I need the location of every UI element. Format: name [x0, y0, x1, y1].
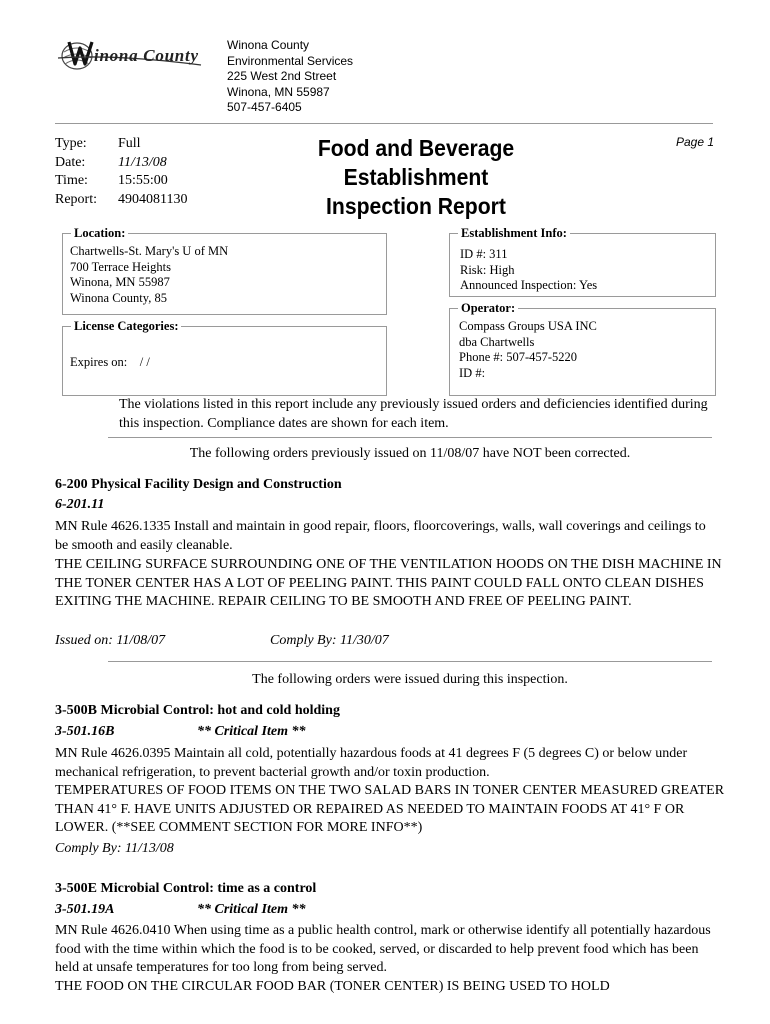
address-line: Winona, MN 55987 — [227, 84, 330, 99]
type-label: Type: — [55, 136, 87, 151]
time-value: 15:55:00 — [118, 173, 168, 188]
section-divider — [108, 437, 712, 438]
address-line: Environmental Services — [227, 53, 354, 68]
violation-rule: MN Rule 4626.0395 Maintain all cold, potentially hazardous foods at 41 degrees F (5 degrees C) or below under mechanical refrigeration, to prevent bacterial growth and/or toxin production. — [55, 746, 688, 780]
license-box — [62, 319, 387, 396]
violation-comment: THE CEILING SURFACE SURROUNDING ONE OF THE VENTILATION HOODS ON THE DISH MACHINE IN THE TONER CENTER HAS A LOT OF PEELING PAINT. THIS PAINT COULD FALL ONTO CLEAN DISHES EXITING THE MACHINE. REPAIR CEILING TO BE SMOOTH AND FREE OF PEELING PAINT. — [55, 557, 722, 610]
violation-rule: MN Rule 4626.0410 When using time as a public health control, mark or otherwise identify all potentially hazardous food with the time within which the food is to be cooked, served, or discarded to help prevent food which has been held at unsafe temperatures for too long from being served. — [55, 923, 711, 976]
violation-code: 6-201.11 — [55, 497, 105, 512]
issued-date: Issued on: 11/08/07 — [55, 633, 166, 648]
violation-code: 3-501.19A — [55, 902, 115, 917]
location-line: Winona County, 85 — [70, 290, 167, 305]
license-label: License Categories: — [71, 318, 181, 334]
title-line: Food and Beverage Establishment — [317, 135, 515, 190]
location-box — [62, 226, 387, 315]
operator-label: Operator: — [458, 300, 518, 316]
report-label: Report: — [55, 191, 97, 207]
operator-details — [459, 319, 597, 381]
violation-code: 3-501.16B — [55, 724, 115, 739]
establishment-id: ID #: 311 — [460, 247, 508, 261]
critical-item-flag: ** Critical Item ** — [197, 902, 306, 917]
location-details — [70, 244, 228, 306]
operator-line: Phone #: 507-457-5220 — [459, 350, 578, 365]
header-divider — [55, 123, 713, 124]
date-label: Date: — [55, 154, 86, 170]
establishment-label: Establishment Info: — [458, 225, 570, 241]
address-line: Winona County — [227, 38, 310, 52]
expires-value: / / — [139, 355, 150, 369]
location-label: Location: — [71, 225, 128, 241]
report-value: 4904081130 — [118, 191, 188, 207]
violation-section: 3-500E Microbial Control: time as a control — [55, 881, 317, 896]
license-expiry — [70, 355, 150, 371]
violation-comment: TEMPERATURES OF FOOD ITEMS ON THE TWO SALAD BARS IN TONER CENTER MEASURED GREATER THAN 41° F. HAVE UNITS ADJUSTED OR REPAIRED AS NEEDED TO MAINTAIN FOODS AT 41° F OR LOWER. (**SEE COMMENT SECTION FOR MORE INFO**) — [55, 783, 725, 836]
comply-date: Comply By: 11/13/08 — [55, 841, 174, 856]
address-line: 225 West 2nd Street — [227, 69, 337, 83]
page-title — [245, 134, 587, 221]
establishment-risk: Risk: High — [460, 262, 515, 277]
time-label: Time: — [55, 173, 88, 188]
svg-text:inona County: inona County — [94, 46, 198, 65]
address-line: 507-457-6405 — [227, 100, 302, 114]
report-meta — [55, 135, 187, 209]
location-line: Winona, MN 55987 — [70, 275, 170, 290]
operator-box — [449, 301, 716, 396]
previous-orders-heading: The following orders previously issued on 11/08/07 have NOT been corrected. — [189, 446, 631, 461]
establishment-announced: Announced Inspection: Yes — [460, 278, 598, 293]
violation-section: 3-500B Microbial Control: hot and cold holding — [55, 703, 340, 718]
current-orders-heading: The following orders were issued during this inspection. — [252, 672, 568, 687]
violation-section: 6-200 Physical Facility Design and Construction — [55, 477, 342, 492]
establishment-box — [449, 226, 716, 297]
title-line: Inspection Report — [326, 193, 506, 219]
winona-county-logo — [55, 34, 205, 78]
violation-comment: THE FOOD ON THE CIRCULAR FOOD BAR (TONER CENTER) IS BEING USED TO HOLD — [55, 979, 610, 994]
establishment-details — [460, 247, 597, 294]
type-value: Full — [118, 136, 141, 151]
location-line: 700 Terrace Heights — [70, 259, 171, 274]
comply-date: Comply By: 11/30/07 — [270, 633, 389, 648]
operator-line: ID #: — [459, 365, 486, 380]
critical-item-flag: ** Critical Item ** — [197, 724, 306, 739]
agency-address — [227, 38, 353, 116]
location-line: Chartwells-St. Mary's U of MN — [70, 244, 229, 258]
violation-rule: MN Rule 4626.1335 Install and maintain in good repair, floors, floorcoverings, walls, wall coverings and ceilings to be smooth and easily cleanable. — [55, 519, 706, 553]
operator-line: dba Chartwells — [459, 334, 535, 349]
intro-paragraph: The violations listed in this report include any previously issued orders and deficiencies identified during this inspection. Compliance dates are shown for each item. — [119, 397, 708, 431]
operator-line: Compass Groups USA INC — [459, 319, 597, 333]
date-value: 11/13/08 — [118, 154, 167, 170]
page-number: Page 1 — [676, 135, 715, 149]
section-divider — [108, 661, 712, 662]
logo-graphic — [55, 34, 205, 78]
expires-label: Expires on: — [70, 355, 128, 369]
